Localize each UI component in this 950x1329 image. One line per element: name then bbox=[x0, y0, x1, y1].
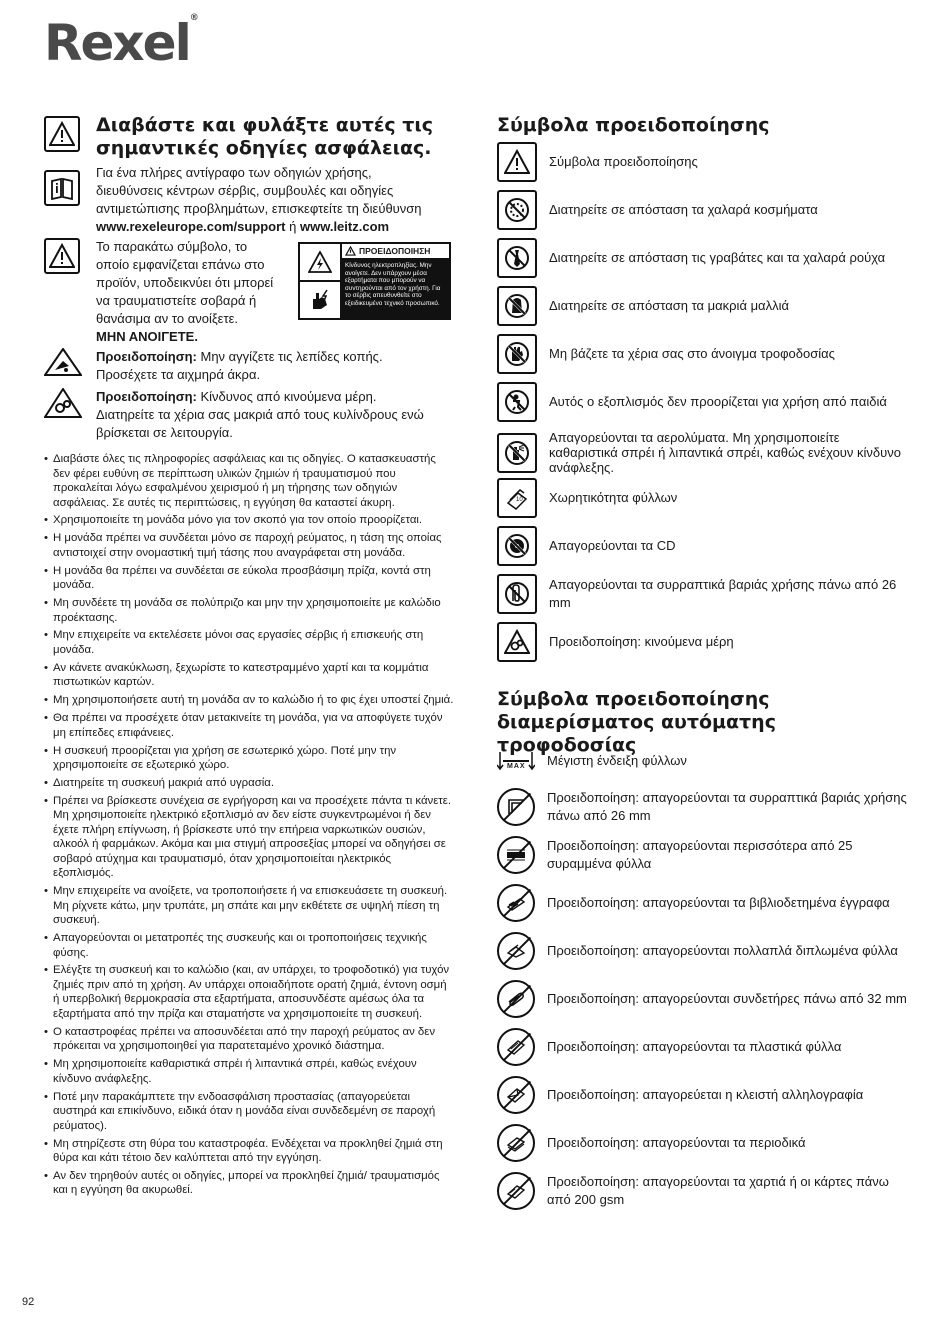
no-bound-documents-icon bbox=[497, 884, 535, 922]
bullet-item: • Ποτέ μην παρακάμπτετε την ενδοασφάλιση προστασίας (απαγορεύεται αυστηρά και επικίνδυνο, ειδικά όταν η μονάδα είναι συνδεδεμένη σε παροχή ρεύματος). bbox=[44, 1090, 454, 1134]
feed-symbol-text: Προειδοποίηση: απαγορεύονται πολλαπλά διπλωμένα φύλλα bbox=[547, 943, 898, 958]
bullet-item: • Χρησιμοποιείτε τη μονάδα μόνο για τον σκοπό για τον οποίο προορίζεται. bbox=[44, 513, 454, 528]
max-label: MAX bbox=[507, 763, 526, 770]
intro-line-2: διευθύνσεις κέντρων σέρβις, συμβουλές και οδηγίες bbox=[96, 183, 394, 198]
warning-symbols-section bbox=[497, 114, 917, 1207]
bullet-item: • Μη χρησιμοποιήσετε αυτή τη μονάδα αν το καλώδιο ή το φις έχει υποστεί ζημιά. bbox=[44, 693, 454, 708]
feed-symbol-text: Προειδοποίηση: απαγορεύονται τα βιβλιοδετημένα έγγραφα bbox=[547, 895, 890, 910]
symbol-text-2: οποίο εμφανίζεται επάνω στο bbox=[96, 257, 265, 272]
symbol-text: Απαγορεύονται τα συρραπτικά βαριάς χρήσης πάνω από 26 mm bbox=[549, 577, 897, 610]
bullet-item: • Απαγορεύονται οι μετατροπές της συσκευής και οι τροποποιήσεις τεχνικής φύσης. bbox=[44, 931, 454, 960]
warning-2-text-2: Διατηρείτε τα χέρια σας μακριά από τους κυλίνδρους ενώ bbox=[96, 407, 424, 422]
intro-line-3: αντιμετώπισης προβλημάτων, επισκεφτείτε τη διεύθυνση bbox=[96, 201, 422, 216]
symbol-text: Διατηρείτε σε απόσταση τα χαλαρά κοσμήματα bbox=[549, 202, 818, 217]
symbol-text: Απαγορεύονται τα αερολύματα. Μη χρησιμοποιείτε καθαριστικά σπρέι ή λιπαντικά σπρέι, καθώς ενέχουν κίνδυνο ανάφλεξης. bbox=[549, 430, 901, 475]
no-cd-icon bbox=[497, 526, 537, 566]
warning-1-text: Μην αγγίζετε τις λεπίδες κοπής. bbox=[196, 349, 383, 364]
no-heavy-staples-icon bbox=[497, 788, 535, 826]
bullet-item: • Η μονάδα πρέπει να συνδέεται μόνο σε παροχή ρεύματος, η τάση της οποίας αντιστοιχεί στην ονομαστική τιμή τάσης που αναγράφεται στη μονάδα. bbox=[44, 531, 454, 560]
rexel-logo: Rexel® bbox=[44, 13, 199, 72]
read-manual-icon bbox=[44, 170, 80, 206]
bullet-item: • Μην επιχειρείτε να εκτελέσετε μόνοι σας εργασίες σέρβις ή επισκευής στη μονάδα. bbox=[44, 628, 454, 657]
bullet-item: • Μην επιχειρείτε να ανοίξετε, να τροποποιήσετε ή να επισκευάσετε τη συσκευή. Μη ρίχνετε κάτω, μην τρυπάτε, μη σπάτε και μην εκθέτετε σε υψηλή πίεση τη συσκευή. bbox=[44, 884, 454, 928]
bullet-item: • Η μονάδα θα πρέπει να συνδέεται σε εύκολα προσβάσιμη πρίζα, κοντά στη μονάδα. bbox=[44, 564, 454, 593]
no-tie-icon bbox=[497, 238, 537, 278]
hand-shock-icon bbox=[300, 282, 340, 318]
feed-symbol-text: Προειδοποίηση: απαγορεύονται περισσότερα από 25 συραμμένα φύλλα bbox=[547, 838, 853, 871]
symbol-text-5: θανάσιμα αν το ανοίξετε. bbox=[96, 311, 239, 326]
sheet-capacity-icon bbox=[497, 478, 537, 518]
no-jewellery-icon bbox=[497, 190, 537, 230]
intro-line-1: Για ένα πλήρες αντίγραφο των οδηγιών χρήσης, bbox=[96, 165, 372, 180]
bullet-item: • Διαβάστε όλες τις πληροφορίες ασφάλειας και τις οδηγίες. Ο κατασκευαστής δεν φέρει ευθύνη σε περίπτωση υλικών ζημιών ή τραυματισμού που προκαλείται λόγω εσφαλμένου χειρισμού ή μη τήρησης των οδηγιών ασφάλειας. Σε αυτές τις περιπτώσεις, η εγγύηση θα καταστεί άκυρη. bbox=[44, 452, 454, 510]
bullet-item: • Μη χρησιμοποιείτε καθαριστικά σπρέι ή λιπαντικά σπρέι, καθώς ενέχουν κίνδυνο ανάφλεξης. bbox=[44, 1057, 454, 1086]
warning-1-text-2: Προσέχετε τα αιχμηρά άκρα. bbox=[96, 367, 261, 382]
no-stapled-sheets-icon bbox=[497, 836, 535, 874]
warning-2-label: Προειδοποίηση: bbox=[96, 389, 197, 404]
moving-parts-warning-icon bbox=[44, 388, 82, 418]
electric-shock-icon bbox=[300, 244, 340, 282]
symbol-text: Σύμβολα προειδοποίησης bbox=[549, 154, 698, 169]
no-plastic-sheets-icon bbox=[497, 1028, 535, 1066]
bullet-item: • Αν κάνετε ανακύκλωση, ξεχωρίστε το κατεστραμμένο χαρτί και τα κομμάτια πιστωτικών καρτών. bbox=[44, 661, 454, 690]
bullet-item: • Ελέγξτε τη συσκευή και το καλώδιο (και, αν υπάρχει, το τροφοδοτικό) για τυχόν ζημιές πριν από τη χρήση. Αν υπάρχει οποιαδήποτε ορατή ζημιά, έντονη οσμή ή υπερβολική θερμοκρασία στα εξαρτήματα, αποσυνδέστε αμέσως όλα τα εξαρτήματα από την πρίζα και σταματήστε να χρησιμοποιείτε τη συσκευή. bbox=[44, 963, 454, 1021]
sharp-blade-warning-icon bbox=[44, 348, 82, 376]
feed-symbol-text: Προειδοποίηση: απαγορεύονται τα περιοδικά bbox=[547, 1135, 806, 1150]
no-hands-icon bbox=[497, 334, 537, 374]
bullet-item: • Πρέπει να βρίσκεστε συνέχεια σε εγρήγορση και να προσέχετε πάντα τι κάνετε. Μη χρησιμοποιείτε ηλεκτρικό εξοπλισμό αν δεν είστε συγκεντρωμένοι ή δεν έχετε πλήρη επίγνωση, ή βρίσκεστε υπό την επήρεια ναρκωτικών ουσιών, αλκοόλ ή φαρμάκων. Ακόμα και μια στιγμή απροσεξίας μπορεί να οδηγήσει σε σοβαρό ατύχημα και τραυματισμό, όταν χρησιμοποιείται ηλεκτρικός εξοπλισμός. bbox=[44, 794, 454, 881]
warning-triangle-icon bbox=[44, 238, 80, 274]
warning-2-text: Κίνδυνος από κινούμενα μέρη. bbox=[196, 389, 377, 404]
no-magazines-icon bbox=[497, 1124, 535, 1162]
symbol-text-3: προϊόν, υποδεικνύει ότι μπορεί bbox=[96, 275, 274, 290]
bullet-item: • Η συσκευή προορίζεται για χρήση σε εσωτερικό χώρο. Ποτέ μην την χρησιμοποιείτε σε εξωτερικό χώρο. bbox=[44, 744, 454, 773]
symbol-text: Διατηρείτε σε απόσταση τα μακριά μαλλιά bbox=[549, 298, 789, 313]
no-paperclips-icon bbox=[497, 980, 535, 1018]
no-sealed-mail-icon bbox=[497, 1076, 535, 1114]
feed-symbol-text: Προειδοποίηση: απαγορεύεται η κλειστή αλληλογραφία bbox=[547, 1087, 864, 1102]
symbol-text: Διατηρείτε σε απόσταση τις γραβάτες και τα χαλαρά ρούχα bbox=[549, 250, 886, 265]
bullet-item: • Ο καταστροφέας πρέπει να αποσυνδέεται από την παροχή ρεύματος αν δεν πρόκειται να χρησιμοποιηθεί για παρατεταμένο χρονικό διάστημα. bbox=[44, 1025, 454, 1054]
symbol-text: Αυτός ο εξοπλισμός δεν προορίζεται για χρήση από παιδιά bbox=[549, 394, 887, 409]
warning-1-label: Προειδοποίηση: bbox=[96, 349, 197, 364]
bullet-item: • Μη συνδέετε τη μονάδα σε πολύπριζο και μην την χρησιμοποιείτε με καλώδιο προέκτασης. bbox=[44, 596, 454, 625]
feed-symbol-text: Προειδοποίηση: απαγορεύονται τα συρραπτικά βαριάς χρήσης πάνω από 26 mm bbox=[547, 790, 907, 823]
warning-triangle-icon bbox=[497, 142, 537, 182]
feed-symbol-text: Προειδοποίηση: απαγορεύονται τα πλαστικά φύλλα bbox=[547, 1039, 842, 1054]
feed-symbol-text: Προειδοποίηση: απαγορεύονται τα χαρτιά ή οι κάρτες πάνω από 200 gsm bbox=[547, 1174, 889, 1207]
support-link[interactable]: www.rexeleurope.com/support bbox=[96, 219, 286, 234]
bullet-item: • Μη στηρίζεστε στη θύρα του καταστροφέα. Ενδέχεται να προκληθεί ζημιά στη θύρα και κάτι τέτοιο δεν καλύπτεται από την εγγύηση. bbox=[44, 1137, 454, 1166]
label-heading: ΠΡΟΕΙΔΟΠΟΙΗΣΗ bbox=[359, 246, 431, 256]
bullet-item: • Θα πρέπει να προσέχετε όταν μετακινείτε τη μονάδα, για να αποφύγετε τυχόν μη επίπεδες επιφάνειες. bbox=[44, 711, 454, 740]
no-folded-sheets-icon bbox=[497, 932, 535, 970]
no-aerosol-icon bbox=[497, 433, 537, 473]
feed-symbol-text: Προειδοποίηση: απαγορεύονται συνδετήρες πάνω από 32 mm bbox=[547, 991, 907, 1006]
safety-bullet-list bbox=[44, 452, 454, 1201]
symbol-text: Μη βάζετε τα χέρια σας στο άνοιγμα τροφοδοσίας bbox=[549, 346, 835, 361]
symbols-title: Σύμβολα προειδοποίησης bbox=[497, 114, 770, 136]
do-not-open: ΜΗΝ ΑΝΟΙΓΕΤΕ. bbox=[96, 329, 198, 344]
no-heavy-paper-icon bbox=[497, 1172, 535, 1210]
moving-parts-icon bbox=[497, 622, 537, 662]
bullet-item: • Αν δεν τηρηθούν αυτές οι οδηγίες, μπορεί να προκληθεί ζημιά/ τραυματισμός και η εγγύηση θα ακυρωθεί. bbox=[44, 1169, 454, 1198]
no-children-icon bbox=[497, 382, 537, 422]
no-long-hair-icon bbox=[497, 286, 537, 326]
symbol-text-1: Το παρακάτω σύμβολο, το bbox=[96, 239, 248, 254]
small-warning-icon bbox=[345, 246, 356, 256]
warning-triangle-icon bbox=[44, 116, 80, 152]
safety-title: Διαβάστε και φυλάξτε αυτές τις σημαντικές οδηγίες ασφάλειας. bbox=[96, 114, 434, 159]
electric-shock-warning-label bbox=[298, 242, 451, 320]
symbol-text-4: να τραυματιστείτε σοβαρά ή bbox=[96, 293, 257, 308]
symbol-text: Χωρητικότητα φύλλων bbox=[549, 490, 678, 505]
feed-title-line-2: διαμερίσματος αυτόματης τροφοδοσίας bbox=[497, 711, 776, 756]
no-staples-icon bbox=[497, 574, 537, 614]
symbol-text: Προειδοποίηση: κινούμενα μέρη bbox=[549, 634, 734, 649]
feed-symbols-title bbox=[497, 688, 917, 757]
label-message: Κίνδυνος ηλεκτροπληξίας. Μην ανοίγετε. Δεν υπάρχουν μέσα εξαρτήματα που μπορούν να συντηρούνται από τον χρήστη. Για το σέρβις απευθυνθείτε στο εξειδικευμένο τεχνικό προσωπικό. bbox=[342, 260, 449, 318]
warning-2-text-3: βρίσκεται σε λειτουργία. bbox=[96, 425, 233, 440]
feed-symbol-text: Μέγιστη ένδειξη φύλλων bbox=[547, 753, 687, 768]
url-separator: ή bbox=[285, 219, 300, 234]
feed-title-line-1: Σύμβολα προειδοποίησης bbox=[497, 688, 770, 710]
leitz-link[interactable]: www.leitz.com bbox=[299, 219, 390, 234]
svg-text:10: 10 bbox=[516, 497, 523, 503]
symbol-text: Απαγορεύονται τα CD bbox=[549, 538, 676, 553]
bullet-item: • Διατηρείτε τη συσκευή μακριά από υγρασία. bbox=[44, 776, 454, 791]
max-fill-icon bbox=[497, 750, 535, 772]
page-number: 92 bbox=[22, 1296, 35, 1308]
